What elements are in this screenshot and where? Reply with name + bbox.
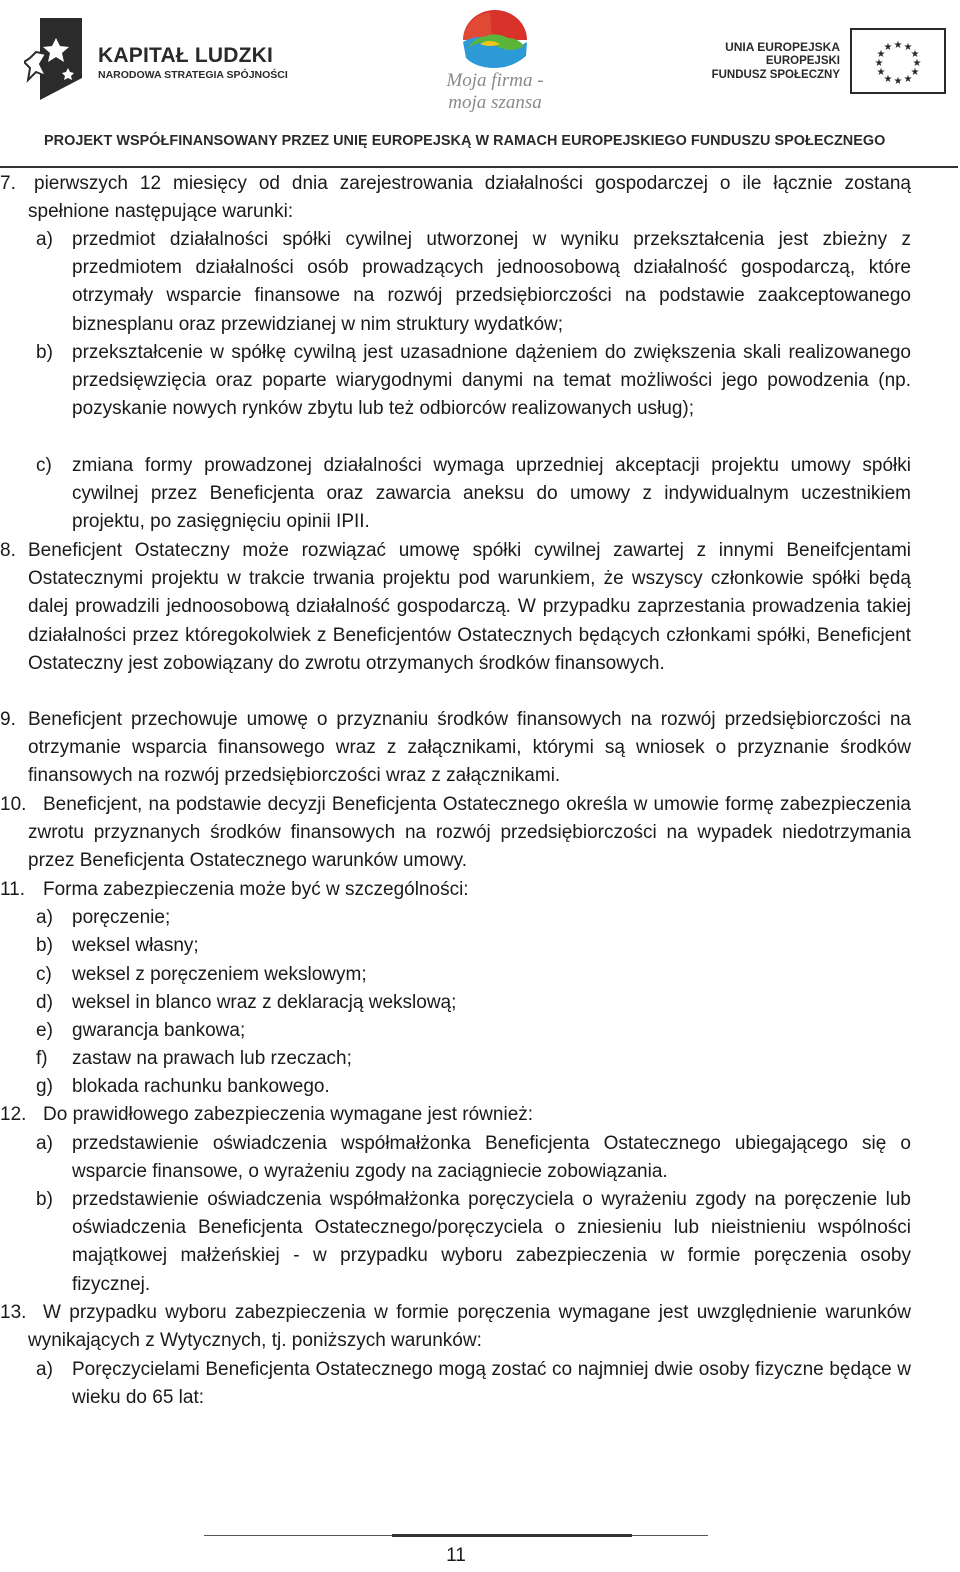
sub-item-text: zastaw na prawach lub rzeczach; <box>72 1048 352 1069</box>
sub-item-text: przedmiot działalności spółki cywilnej utworzonej w wyniku przekształcenia jest zbieżny z przedmiotem działalności osób prowadzących jednoosobową działalność gospodarczą, które otrzymały wsparcie finansowe na rozwój przedsiębiorczości na podstawie zaakceptowanego biznesplanu oraz przewidzianej w nim struktury wydatków; <box>72 229 911 335</box>
sub-item-text: przedstawienie oświadczenia współmałżonka poręczyciela o wyrażeniu zgody na poręczenie lub oświadczenia Beneficjenta Ostatecznego/poręczyciela o zniesieniu lub nieistnieniu wspólności majątkowej małżeńskiej - w przypadku wyboru zabezpieczenia w formie poręczenia osoby fizycznej. <box>72 1189 911 1295</box>
moja-firma-logo <box>430 8 560 116</box>
moja-firma-globe-icon <box>430 8 560 72</box>
sub-item-text: blokada rachunku bankowego. <box>72 1076 330 1097</box>
sub-item-label: b) <box>36 342 53 363</box>
moja-firma-line2: moja szansa <box>448 92 542 113</box>
sub-item-label: d) <box>36 992 53 1013</box>
svg-text:★: ★ <box>910 49 920 60</box>
sub-item-text: weksel własny; <box>72 935 199 956</box>
sub-item-text: przekształcenie w spółkę cywilną jest uzasadnione dążeniem do zwiększenia skali realizowanego przedsięwzięcia oraz poparte wiarygodnymi danymi na temat możliwości jego powodzenia (np. pozyskanie nowych rynków zbytu lub też odbiorców realizowanych usług); <box>72 342 911 420</box>
sub-item-label: b) <box>36 1189 53 1210</box>
page-header <box>0 0 960 170</box>
eu-stars-icon <box>852 30 944 92</box>
list-item-text: Do prawidłowego zabezpieczenia wymagane jest również: <box>43 1104 534 1125</box>
list-item-number: 8. <box>0 540 16 561</box>
svg-text:★: ★ <box>883 42 893 53</box>
list-item-text: Beneficjent, na podstawie decyzji Beneficjenta Ostatecznego określa w umowie formę zabezpieczenia zwrotu przyznanych środków finansowych na rozwój przedsiębiorczości na wypadek niedotrzymania przez Beneficjenta Ostatecznego warunków umowy. <box>28 794 911 872</box>
eu-line1: UNIA EUROPEJSKA <box>725 40 840 54</box>
sub-item-text: poręczenie; <box>72 907 171 928</box>
kapital-ludzki-subtitle: NARODOWA STRATEGIA SPÓJNOŚCI <box>98 69 288 81</box>
sub-item-label: a) <box>36 907 53 928</box>
svg-text:★: ★ <box>912 58 922 69</box>
list-item-text: Forma zabezpieczenia może być w szczególności: <box>43 879 469 900</box>
sub-item-text: zmiana formy prowadzonej działalności wymaga uprzedniej akceptacji projektu umowy spółki cywilnej przez Beneficjenta oraz zawarcia aneksu do umowy z indywidualnym uczestnikiem projektu, po zasięgnięciu opinii IPII. <box>72 455 911 533</box>
svg-text:★: ★ <box>893 76 903 87</box>
header-divider <box>0 166 958 168</box>
list-item-text: Beneficjent przechowuje umowę o przyznaniu środków finansowych na rozwój przedsiębiorczości na otrzymanie wsparcia finansowego wraz z załącznikami, którymi są wniosek o przyznanie środków finansowych na rozwój przedsiębiorczości wraz z załącznikami. <box>28 709 911 787</box>
svg-text:★: ★ <box>910 67 920 78</box>
list-item-number: 12. <box>0 1104 27 1125</box>
project-cofinanced-line: PROJEKT WSPÓŁFINANSOWANY PRZEZ UNIĘ EUROPEJSKĄ W RAMACH EUROPEJSKIEGO FUNDUSZU SPOŁECZNEGO <box>44 133 886 149</box>
sub-item-text: weksel z poręczeniem wekslowym; <box>72 964 367 985</box>
eu-line2: EUROPEJSKI <box>765 55 840 67</box>
sub-item-label: g) <box>36 1076 53 1097</box>
svg-text:★: ★ <box>876 67 886 78</box>
kapital-ludzki-logo <box>24 18 288 100</box>
sub-item-label: c) <box>36 964 52 985</box>
list-item-number: 7. <box>0 173 16 194</box>
svg-text:★: ★ <box>876 49 886 60</box>
svg-text:★: ★ <box>903 74 913 85</box>
eu-flag-icon <box>850 28 946 94</box>
list-item-number: 11. <box>0 879 26 900</box>
eu-logo <box>690 28 950 98</box>
list-item-text: pierwszych 12 miesięcy od dnia zarejestrowania działalności gospodarczej o ile łącznie zostaną spełnione następujące warunki: <box>28 173 911 223</box>
list-item-number: 10. <box>0 794 27 815</box>
svg-text:★: ★ <box>903 42 913 53</box>
sub-item-text: gwarancja bankowa; <box>72 1020 246 1041</box>
sub-item-label: a) <box>36 1133 53 1154</box>
sub-item-text: przedstawienie oświadczenia współmałżonka Beneficjenta Ostatecznego ubiegającego się o wsparcie finansowe, o wyrażeniu zgody na zaciągniecie zobowiązania. <box>72 1133 911 1183</box>
page-number: 11 <box>446 1545 466 1566</box>
svg-text:★: ★ <box>893 40 903 51</box>
moja-firma-line1: Moja firma - <box>446 70 544 91</box>
list-item-number: 9. <box>0 709 16 730</box>
list-item-number: 13. <box>0 1302 27 1323</box>
list-item-text: W przypadku wyboru zabezpieczenia w formie poręczenia wymagane jest uwzględnienie warunków wynikających z Wytycznych, tj. poniższych warunków: <box>28 1302 911 1352</box>
sub-item-text: Poręczycielami Beneficjenta Ostatecznego mogą zostać co najmniej dwie osoby fizyczne będące w wieku do 65 lat: <box>72 1359 911 1409</box>
sub-item-label: c) <box>36 455 52 476</box>
sub-item-label: a) <box>36 229 53 250</box>
kapital-ludzki-title: KAPITAŁ LUDZKI <box>98 44 274 67</box>
sub-item-label: f) <box>36 1048 48 1069</box>
eu-line3: FUNDUSZ SPOŁECZNY <box>711 69 840 81</box>
footer-divider-accent <box>392 1534 632 1537</box>
sub-item-text: weksel in blanco wraz z deklaracją wekslową; <box>72 992 457 1013</box>
sub-item-label: a) <box>36 1359 53 1380</box>
kapital-ludzki-emblem-icon <box>24 18 82 100</box>
svg-text:★: ★ <box>874 58 884 69</box>
list-item-text: Beneficjent Ostateczny może rozwiązać umowę spółki cywilnej zawartej z innymi Beneifcjentami Ostatecznymi projektu w trakcie trwania projektu pod warunkiem, że wszyscy członkowie spółki będą dalej prowadzili jednoosobową działalność gospodarczą. W przypadku zaprzestania prowadzenia takiej działalności przez któregokolwiek z Beneficjentów Ostatecznych będących członkami spółki, Beneficjent Ostateczny jest zobowiązany do zwrotu otrzymanych środków finansowych. <box>28 540 911 674</box>
eu-text <box>712 40 840 82</box>
sub-item-label: b) <box>36 935 53 956</box>
svg-text:★: ★ <box>883 74 893 85</box>
sub-item-label: e) <box>36 1020 53 1041</box>
